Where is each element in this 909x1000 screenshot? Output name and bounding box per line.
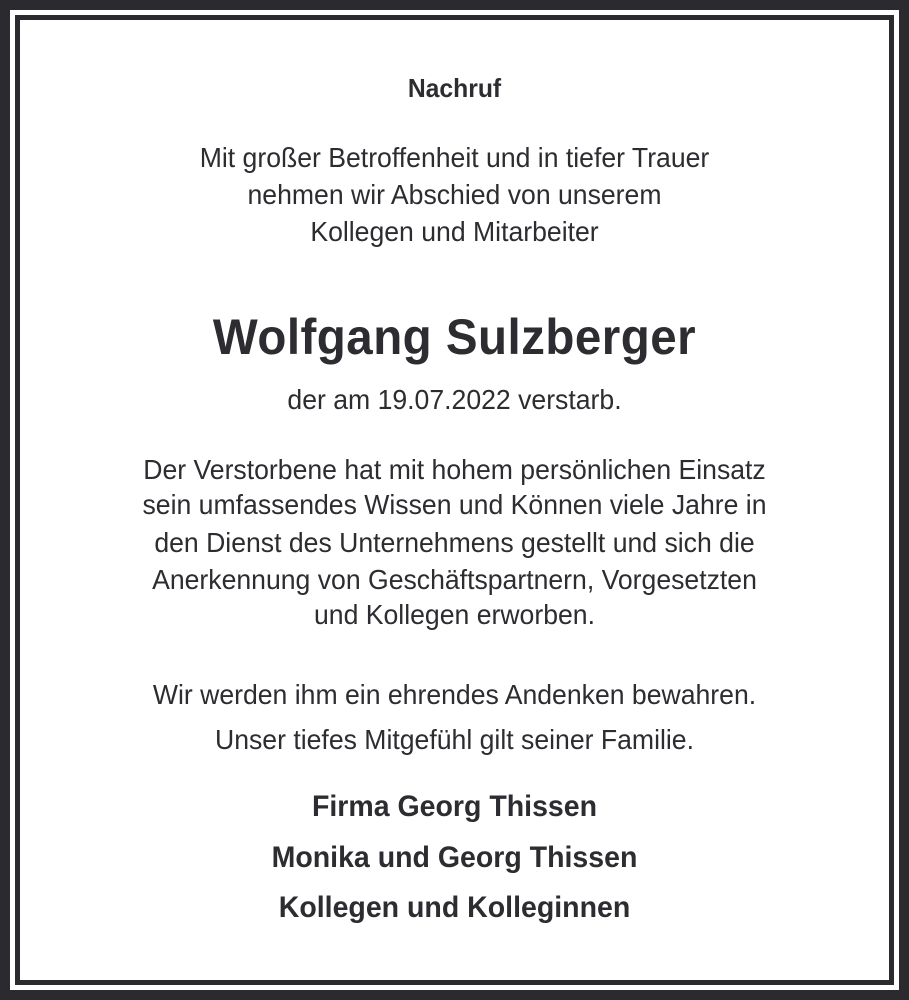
body-line-2: sein umfassendes Wissen und Können viele Jahre in (142, 489, 767, 520)
condolence-line: Unser tiefes Mitgefühl gilt seiner Familie. (214, 724, 694, 755)
signatory-family: Monika und Georg Thissen (271, 841, 638, 874)
inner-frame (15, 15, 894, 985)
obituary-title: Nachruf (407, 73, 502, 103)
death-date-line: der am 19.07.2022 verstarb. (287, 384, 622, 415)
intro-line-2: nehmen wir Abschied von unserem (247, 179, 662, 210)
remembrance-line: Wir werden ihm ein ehrendes Andenken bewahren. (152, 679, 757, 710)
signatory-firm: Firma Georg Thissen (311, 790, 598, 823)
body-line-1: Der Verstorbene hat mit hohem persönlichen Einsatz (143, 454, 766, 485)
intro-line-1: Mit großer Betroffenheit und in tiefer Trauer (199, 142, 710, 173)
deceased-name: Wolfgang Sulzberger (212, 309, 697, 365)
frame-white-gap (10, 10, 899, 990)
signatory-colleagues: Kollegen und Kolleginnen (278, 891, 631, 924)
body-line-3: den Dienst des Unternehmens gestellt und sich die (154, 527, 755, 558)
intro-line-3: Kollegen und Mitarbeiter (310, 216, 599, 247)
body-line-4: Anerkennung von Geschäftspartnern, Vorgesetzten (152, 564, 757, 595)
body-line-5: und Kollegen erworben. (314, 599, 595, 630)
